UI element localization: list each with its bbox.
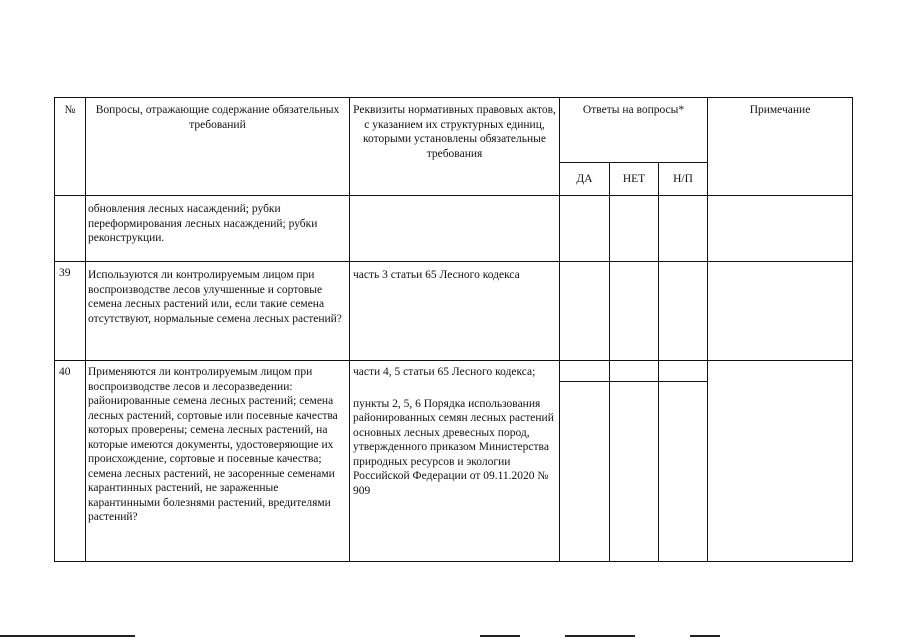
answer-no-cell <box>610 262 659 361</box>
note-cell <box>708 196 853 262</box>
header-note: Примечание <box>708 98 853 196</box>
requisites-text: часть 3 статьи 65 Лесного кодекса <box>350 262 560 361</box>
answer-yes-cell <box>560 361 610 382</box>
answer-na-cell <box>659 382 708 562</box>
question-text: Используются ли контролируемым лицом при воспроизводстве лесов улучшенные и сортовые семена лесных растений или, если такие семена отсутствуют, нормальные семена лесных растений? <box>86 262 350 361</box>
answer-no-cell <box>610 382 659 562</box>
answer-na-cell <box>659 196 708 262</box>
header-questions: Вопросы, отражающие содержание обязательных требований <box>86 98 350 196</box>
note-cell <box>708 262 853 361</box>
table-row <box>55 361 853 382</box>
answer-yes-cell <box>560 262 610 361</box>
question-text: Применяются ли контролируемым лицом при воспроизводстве лесов и лесоразведении: районированные семена лесных растений; семена лесных растений, сортовые или посевные качества которых проверены; семена лесных растений, на которые имеются документы, удостоверяющие их происхождение, сортовые и посевные качества; семена лесных растений, не засоренные семенами карантинных растений, не зараженные карантинными болезнями растений, вредителями растений? <box>86 361 350 562</box>
table-row <box>55 196 853 262</box>
answer-na-cell <box>659 262 708 361</box>
header-num: № <box>55 98 86 196</box>
page-edge-artifacts <box>0 630 905 640</box>
requisites-text <box>350 361 560 562</box>
header-answer-na: Н/П <box>659 163 708 196</box>
table-row <box>55 262 853 361</box>
answer-yes-cell <box>560 196 610 262</box>
row-number <box>55 196 86 262</box>
note-cell <box>708 361 853 562</box>
answer-yes-cell <box>560 382 610 562</box>
header-answer-no: НЕТ <box>610 163 659 196</box>
question-text: обновления лесных насаждений; рубки переформирования лесных насаждений; рубки реконструкции. <box>86 196 350 262</box>
header-requisites: Реквизиты нормативных правовых актов, с указанием их структурных единиц, которыми установлены обязательные требования <box>350 98 560 196</box>
requisites-paragraph: пункты 2, 5, 6 Порядка использования районированных семян лесных растений основных лесных древесных пород, утвержденного приказом Министерства природных ресурсов и экологии Российской Федерации от 09.11.2020 № 909 <box>353 397 554 497</box>
answer-no-cell <box>610 361 659 382</box>
requisites-paragraph: части 4, 5 статьи 65 Лесного кодекса; <box>353 366 536 378</box>
answer-na-cell <box>659 361 708 382</box>
row-number: 40 <box>55 361 86 562</box>
header-answer-yes: ДА <box>560 163 610 196</box>
row-number: 39 <box>55 262 86 361</box>
answer-no-cell <box>610 196 659 262</box>
requisites-text <box>350 196 560 262</box>
header-answers: Ответы на вопросы* <box>560 98 708 163</box>
requirements-table <box>54 97 853 562</box>
